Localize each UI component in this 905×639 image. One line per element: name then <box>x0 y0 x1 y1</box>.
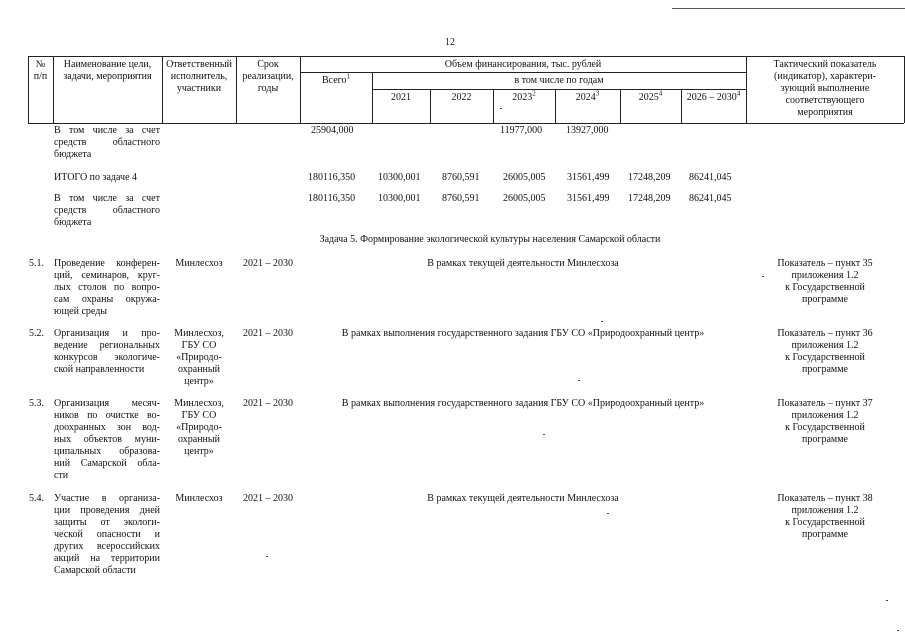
activity-indicator-line: приложения 1.2 <box>791 505 859 516</box>
activity-name-line: ципальных образова- <box>54 446 160 457</box>
cell-2022: 8760,591 <box>442 172 480 183</box>
cell-2024: 31561,499 <box>567 172 610 183</box>
cell-2021: 10300,001 <box>378 193 421 204</box>
activity-name-line: ческой опасности и <box>54 529 160 540</box>
activity-responsible-line: Минлесхоз, <box>174 398 224 409</box>
cell-2024: 31561,499 <box>567 193 610 204</box>
activity-name-line: Проведение конферен- <box>54 258 160 269</box>
activity-responsible-line: ГБУ СО <box>181 340 217 351</box>
activity-responsible-line: «Природо- <box>176 352 222 363</box>
activity-responsible-line: ГБУ СО <box>181 410 217 421</box>
activity-indicator-line: приложения 1.2 <box>791 340 859 351</box>
activity-name-line: ющей среды <box>54 306 108 317</box>
header-year-2025: 2025$^4$ <box>638 89 663 103</box>
activity-indicator-line: к Государственной <box>785 282 865 293</box>
activity-name-line: ведение региональных <box>54 340 160 351</box>
scan-speck <box>607 513 609 514</box>
activity-indicator-line: приложения 1.2 <box>791 410 859 421</box>
row-name: ИТОГО по задаче 4 <box>54 172 138 183</box>
activity-number: 5.4. <box>29 493 44 504</box>
activity-indicator-line: Показатель – пункт 37 <box>777 398 873 409</box>
row-name-line: бюджета <box>54 149 92 160</box>
activity-name-line: сти <box>54 470 69 481</box>
cell-2025: 17248,209 <box>628 193 671 204</box>
cell-total: 25904,000 <box>311 125 354 136</box>
activity-responsible: Минлесхоз <box>175 493 223 504</box>
cell-2024: 13927,000 <box>566 125 609 136</box>
activity-name-line: конкурсов экологиче- <box>54 352 160 363</box>
cell-2025: 17248,209 <box>628 172 671 183</box>
scan-speck <box>500 108 502 109</box>
activity-responsible: Минлесхоз <box>175 258 223 269</box>
cell-2026-2030: 86241,045 <box>689 172 732 183</box>
activity-term: 2021 – 2030 <box>243 398 293 409</box>
scan-speck <box>897 630 899 631</box>
cell-2023: 26005,005 <box>503 193 546 204</box>
activity-name-line: Самарской области <box>54 565 136 576</box>
activity-funding: В рамках выполнения государственного задания ГБУ СО «Природоохранный центр» <box>341 328 705 339</box>
activity-funding: В рамках текущей деятельности Минлесхоза <box>427 258 619 269</box>
activity-name-line: лых столов по вопро- <box>54 282 160 293</box>
cell-total: 180116,350 <box>308 193 356 204</box>
activity-name-line: ных объектов муни- <box>54 434 160 445</box>
header-year-2024: 2024$^3$ <box>575 89 600 103</box>
header-num: № п/п <box>33 59 48 82</box>
scan-edge-line <box>672 8 905 9</box>
row-name-line: бюджета <box>54 217 92 228</box>
activity-indicator-line: Показатель – пункт 38 <box>777 493 873 504</box>
header-term: Срок реализации, годы <box>242 59 294 94</box>
header-name: Наименование цели, задачи, мероприятия <box>63 59 152 82</box>
activity-name-line: защиты от экологи- <box>54 517 160 528</box>
cell-2022: 8760,591 <box>442 193 480 204</box>
activity-term: 2021 – 2030 <box>243 328 293 339</box>
activity-indicator-line: программе <box>802 434 848 445</box>
activity-term: 2021 – 2030 <box>243 493 293 504</box>
cell-2026-2030: 86241,045 <box>689 193 732 204</box>
activity-indicator-line: приложения 1.2 <box>791 270 859 281</box>
activity-name-line: Участие в организа- <box>54 493 160 504</box>
activity-name-line: ции проведения дней <box>54 505 160 516</box>
activity-responsible-line: центр» <box>184 376 214 387</box>
header-indicator: Тактический показатель (индикатор), характери- зующий выполнение соответствующего мероприятия <box>773 59 877 118</box>
cell-2021: 10300,001 <box>378 172 421 183</box>
activity-indicator-line: к Государственной <box>785 352 865 363</box>
activity-indicator-line: программе <box>802 294 848 305</box>
activity-name-line: ний Самарской обла- <box>54 458 160 469</box>
scan-speck <box>601 321 603 322</box>
page-number: 12 <box>445 37 455 48</box>
activity-name-line: других всероссийских <box>54 541 160 552</box>
header-year-2022: 2022 <box>451 92 472 103</box>
activity-name-line: акций на территории <box>54 553 160 564</box>
header-responsible: Ответственный исполнитель, участники <box>166 59 232 94</box>
scan-speck <box>886 600 888 601</box>
activity-number: 5.2. <box>29 328 44 339</box>
activity-name-line: доохранных зон вод- <box>54 422 160 433</box>
cell-total: 180116,350 <box>308 172 356 183</box>
scan-speck <box>266 556 268 557</box>
activity-responsible-line: охранный <box>178 364 220 375</box>
activity-term: 2021 – 2030 <box>243 258 293 269</box>
activity-name-line: ской направленности <box>54 364 145 375</box>
activity-indicator-line: к Государственной <box>785 422 865 433</box>
activity-name-line: Организация месяч- <box>54 398 160 409</box>
activity-name-line: ций, семинаров, круг- <box>54 270 160 281</box>
activity-indicator-line: Показатель – пункт 35 <box>777 258 873 269</box>
cell-2023: 11977,000 <box>500 125 543 136</box>
activity-name-line: Организация и про- <box>54 328 160 339</box>
activity-responsible-line: Минлесхоз, <box>174 328 224 339</box>
activity-name-line: сам охраны окружа- <box>54 294 160 305</box>
activity-funding: В рамках выполнения государственного задания ГБУ СО «Природоохранный центр» <box>341 398 705 409</box>
scan-speck <box>543 434 545 435</box>
header-by-years: в том числе по годам <box>514 75 604 86</box>
scan-speck <box>762 276 764 277</box>
cell-2023: 26005,005 <box>503 172 546 183</box>
scan-speck <box>578 380 580 381</box>
activity-responsible-line: центр» <box>184 446 214 457</box>
activity-number: 5.1. <box>29 258 44 269</box>
activity-indicator-line: программе <box>802 364 848 375</box>
header-year-2023: 2023$^2$ <box>512 89 536 103</box>
activity-indicator-line: Показатель – пункт 36 <box>777 328 873 339</box>
row-name-line: средств областного <box>54 137 160 148</box>
row-name-line: В том числе за счет <box>54 193 160 204</box>
activity-name-line: ников по очистке во- <box>54 410 160 421</box>
activity-indicator-line: к Государственной <box>785 517 865 528</box>
activity-funding: В рамках текущей деятельности Минлесхоза <box>427 493 619 504</box>
header-financing: Объем финансирования, тыс. рублей <box>444 59 602 70</box>
activity-number: 5.3. <box>29 398 44 409</box>
row-name-line: средств областного <box>54 205 160 216</box>
row-name-line: В том числе за счет <box>54 125 160 136</box>
activity-indicator-line: программе <box>802 529 848 540</box>
header-year-2026-2030: 2026 – 2030$^4$ <box>686 89 741 103</box>
task-title: Задача 5. Формирование экологической культуры населения Самарской области <box>319 234 661 245</box>
activity-responsible-line: охранный <box>178 434 220 445</box>
activity-responsible-line: «Природо- <box>176 422 222 433</box>
header-year-2021: 2021 <box>391 92 411 103</box>
header-total: Всего$^1$ <box>321 72 351 86</box>
